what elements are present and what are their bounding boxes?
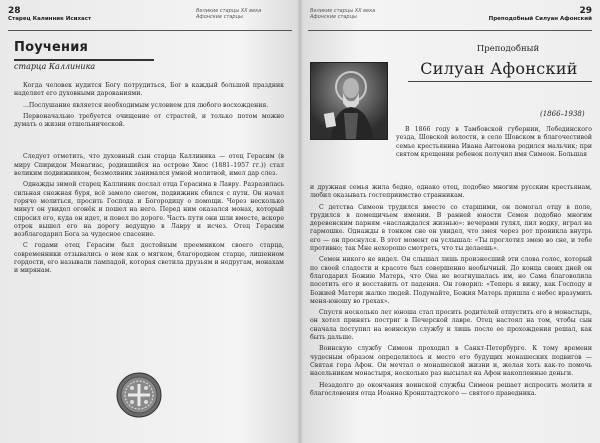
- book-line1-right: Великие старцы XX века: [310, 8, 376, 14]
- paragraph: Спустя несколько лет юноша стал просить родителей отпустить его в монастырь, он хотел принять постриг в Печерской лавре. Отец настоял на том, чтобы сын сначала поступил на воинскую службу и лишь после ее прохождения решал, как быть дальше.: [310, 309, 592, 342]
- paragraph: С детства Симеон трудился вместе со старшими, он помогал отцу в поле, трудился в помещичьем имении. В ранней юности Семен подобно многим деревенским парням «наслаждался жизнью»: вечерами гулял, пил водку, играл на гармошке. Однажды в тонком сне он увидел, что змея через рот проникла внутрь его — он проснулся. В этот момент он услышал: «Ты проглотил змею во сне, и тебе противно; так Мне нехорошо смотреть, что ты делаешь».: [310, 203, 592, 253]
- article-title: Силуан Афонский: [420, 59, 578, 78]
- pre-title: Преподобный: [476, 44, 540, 54]
- right-body-text: [310, 184, 592, 401]
- title-underline: [14, 59, 154, 61]
- paragraph: С годами отец Герасим был достойным преемником своего старца, современники отзывались о нем как о мягком, благородном старце, лишенном гордости, его называли лампадой, которая светила друзьям и недругам, монахам и мирянам.: [14, 242, 284, 275]
- paragraph: и дружная семья жила бедно, однако отец, подобно многим русским крестьянам, любил оказывать гостеприимство странникам.: [310, 184, 592, 200]
- paragraph: Семен никого не видел. Он слышал лишь произнесший эти слова голос, который по своей сладости и красоте был совершенно необычный. До конца своих дней он благодарил Божию Матерь, что Она не возгнушалась им, но Сама благоволила посетить его и восставить от падения. Он говорил: «Теперь я вижу, как Господу и Божией Матери жалко людей. Подумайте, Божия Матерь пришла с небес вразумить меня-юношу во грехах».: [310, 256, 592, 305]
- left-header: [8, 6, 91, 22]
- paragraph: В 1866 году в Тамбовской губернии, Лебединского уезда, Шовской волости, в селе Шовском в благочестивой семье крестьянина Ивана Антонова родился мальчик; при святом крещении ребенок получил имя Симеон. Большая: [396, 126, 592, 158]
- right-body-beside-icon: [396, 126, 592, 162]
- running-head-right: Преподобный Силуан Афонский: [488, 16, 592, 22]
- right-header-book: [310, 8, 400, 20]
- section-title: Поучения: [14, 40, 89, 55]
- paragraph: Следует отметить, что духовный сын старца Каллиника — отец Герасим (в миру Спиридон Менагиас, родившийся на острове Хиос (1881–1957 гг.)) стал великим подвижником, безмолвник занимался умной молитвой, имел дар слез.: [14, 153, 284, 178]
- page-number-left: 28: [8, 6, 21, 16]
- book-line2-right: Афонские старцы: [310, 14, 357, 20]
- paragraph: Незадолго до окончания воинской службы Симеон решает испросить молитв и благословения отца Иоанна Кронштадтского — святого праведника.: [310, 381, 592, 397]
- paragraph: Когда человек нудится Богу потрудиться, Бог в каждый большой праздник наделяет его духовными дарованиями.: [14, 82, 284, 98]
- page-number-right: 29: [579, 6, 592, 16]
- header-rule-left: [8, 30, 292, 31]
- running-head-left: Старец Калинник Исихаст: [8, 16, 92, 22]
- paragraph: ...Послушание является необходимым условием для любого восхождения.: [23, 101, 269, 109]
- header-rule-right: [308, 30, 592, 31]
- saint-portrait-icon: [310, 62, 388, 140]
- life-dates: (1866–1938): [540, 110, 585, 118]
- right-header: [482, 6, 592, 22]
- book-line1-left: Великие старцы XX века: [196, 8, 262, 14]
- left-page: [0, 0, 298, 443]
- book-line2-left: Афонские старцы: [196, 14, 243, 20]
- left-body-text: [14, 82, 284, 279]
- paragraph: Воинскую службу Симеон проходил в Санкт-Петербурге. К тому времени чудесным образом определилось и место его будущих монашеских подвигов — Святая гора Афон. Он мечтал о монашеской жизни и, желая хоть как-то помочь насельникам монастыря, несколько раз высылал на Афон накопленные деньги.: [310, 345, 592, 378]
- paragraph: Первоначально требуется очищение от страстей, и только потом можно думать о жизни отшельнической.: [14, 112, 284, 129]
- paragraph: Однажды зимой старец Каллиник послал отца Герасима в Лавру. Разразилась сильная снежная буря, всё замело снегом, подвижник сбился с пути. Он начал горячо молиться, просить Господа и Богородицу о помощи. Через несколько минут он увидел огонёк и пошел на него. Перед ним оказался монах, который спросил его, куда он идет, и повел по дороге. Часть пути они шли вместе, вскоре отрок вышел его на дорогу ведущую в Лавру и исчез. Отец Герасим возблагодарил Бога за чудесное спасение.: [14, 181, 284, 239]
- left-header-book: [196, 8, 286, 20]
- title-rule: [408, 81, 592, 82]
- section-subtitle: старца Каллиника: [14, 62, 96, 71]
- byzantine-seal-icon: [116, 372, 162, 418]
